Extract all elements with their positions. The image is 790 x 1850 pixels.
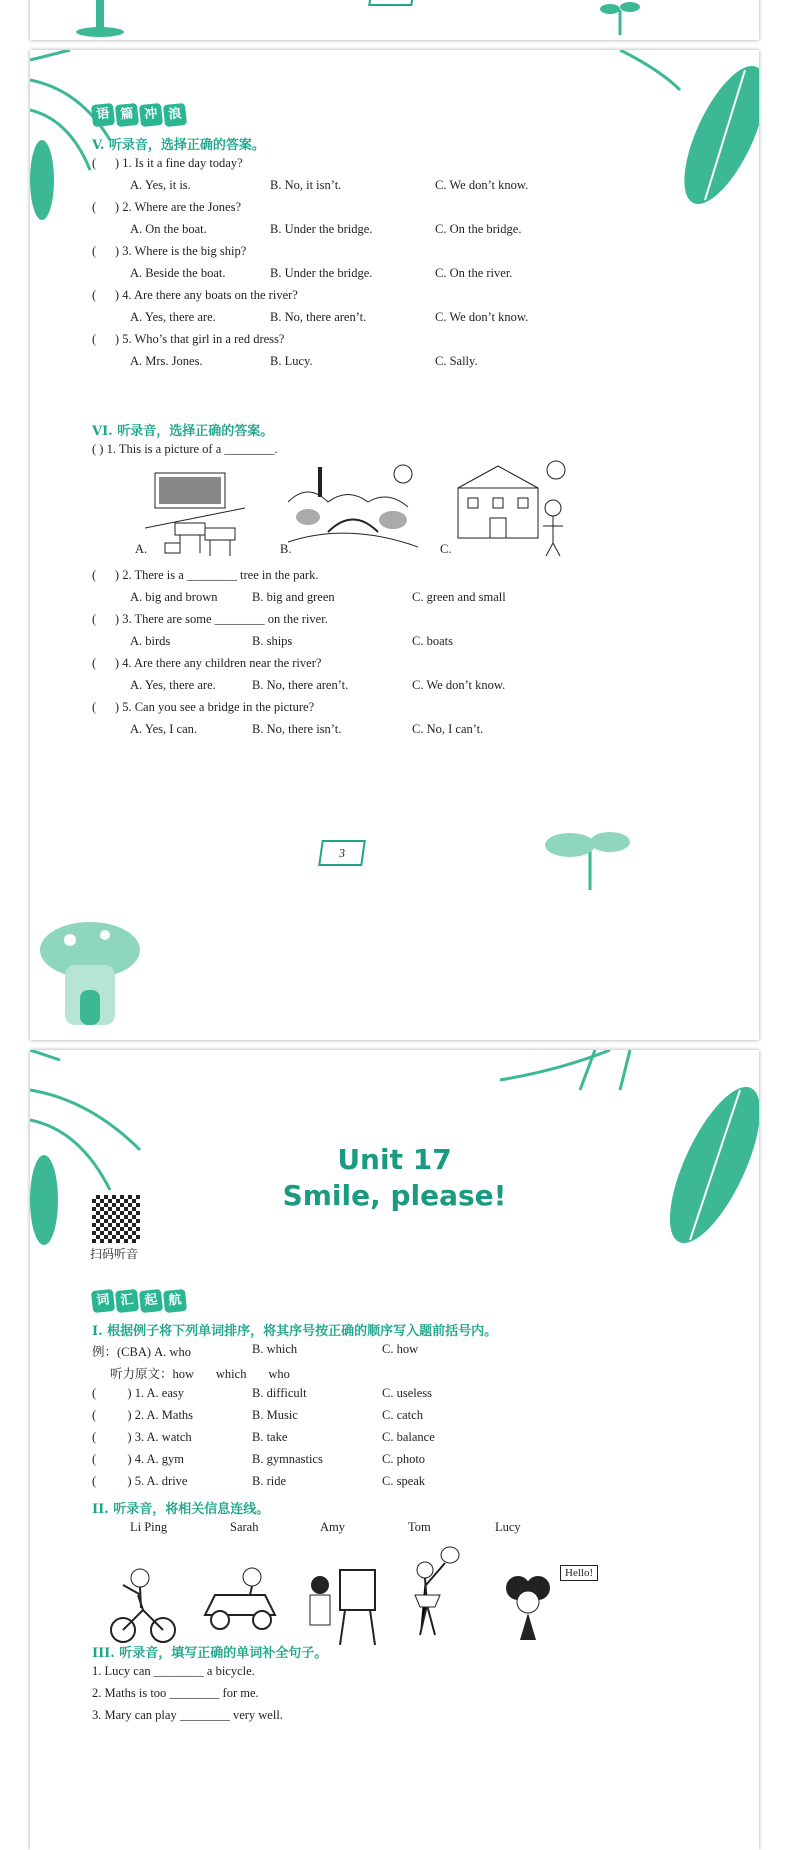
word-row: ( ) 4. A. gym bbox=[92, 1452, 185, 1466]
badge-char: 冲 bbox=[139, 103, 163, 127]
section-2-title: II. 听录音，将相关信息连线。 bbox=[92, 1502, 270, 1517]
badge-char: 汇 bbox=[115, 1289, 139, 1313]
page-number: 3 bbox=[318, 840, 366, 866]
cyclist-picture bbox=[108, 1560, 178, 1645]
previous-page-fragment bbox=[30, 0, 759, 40]
option-b: B. No, there isn’t. bbox=[252, 722, 342, 736]
page-3 bbox=[30, 50, 759, 1040]
pic-label-a: A. bbox=[135, 542, 148, 556]
option-a: A. birds bbox=[130, 634, 171, 648]
person-name: Li Ping bbox=[130, 1520, 168, 1534]
sprout-decoration bbox=[590, 0, 650, 35]
example-transcript: 听力原文：how which who bbox=[110, 1367, 290, 1381]
question: ( ) 2. There is a ________ tree in the park. bbox=[92, 568, 319, 582]
option-b: B. Music bbox=[252, 1408, 298, 1422]
mushroom-decoration bbox=[70, 0, 130, 40]
badge-char: 浪 bbox=[163, 103, 187, 127]
option-b: B. big and green bbox=[252, 590, 335, 604]
badge-char: 起 bbox=[139, 1289, 163, 1313]
option-a: A. Beside the boat. bbox=[130, 266, 226, 280]
option-a: A. Mrs. Jones. bbox=[130, 354, 203, 368]
sentence: 1. Lucy can ________ a bicycle. bbox=[92, 1664, 255, 1678]
example-option-b: B. which bbox=[252, 1342, 298, 1356]
section-badge bbox=[92, 104, 186, 126]
option-c: C. On the river. bbox=[435, 266, 513, 280]
pic-label-b: B. bbox=[280, 542, 292, 556]
question: ( ) 3. Where is the big ship? bbox=[92, 244, 247, 258]
option-c: C. No, I can’t. bbox=[412, 722, 484, 736]
car-driver-picture bbox=[200, 1555, 280, 1640]
question: ( ) 4. Are there any children near the river? bbox=[92, 656, 322, 670]
question: ( ) 2. Where are the Jones? bbox=[92, 200, 242, 214]
mushroom-house-decoration bbox=[35, 910, 145, 1030]
option-c: C. balance bbox=[382, 1430, 435, 1444]
option-c: C. photo bbox=[382, 1452, 426, 1466]
option-b: B. ride bbox=[252, 1474, 287, 1488]
option-b: B. No, there aren’t. bbox=[252, 678, 349, 692]
word-row: ( ) 5. A. drive bbox=[92, 1474, 188, 1488]
option-c: C. Sally. bbox=[435, 354, 478, 368]
badge-char: 语 bbox=[91, 103, 115, 127]
word-row: ( ) 2. A. Maths bbox=[92, 1408, 194, 1422]
page-4 bbox=[30, 1050, 759, 1850]
option-c: C. On the bridge. bbox=[435, 222, 522, 236]
section-5-title: V. 听录音，选择正确的答案。 bbox=[92, 138, 265, 153]
sprout-decoration bbox=[530, 820, 630, 890]
badminton-player-picture bbox=[400, 1545, 470, 1640]
option-b: B. No, it isn’t. bbox=[270, 178, 342, 192]
leaf-decoration-right bbox=[620, 50, 759, 230]
option-a: A. big and brown bbox=[130, 590, 218, 604]
word-row: ( ) 1. A. easy bbox=[92, 1386, 184, 1400]
option-c: C. catch bbox=[382, 1408, 423, 1422]
badge-char: 篇 bbox=[115, 103, 139, 127]
question: ( ) 5. Who’s that girl in a red dress? bbox=[92, 332, 285, 346]
painter-picture bbox=[305, 1560, 380, 1645]
option-b: B. difficult bbox=[252, 1386, 307, 1400]
option-c: C. green and small bbox=[412, 590, 506, 604]
option-c: C. We don’t know. bbox=[412, 678, 506, 692]
girl-saying-hello-picture bbox=[500, 1560, 560, 1645]
badge-char: 词 bbox=[91, 1289, 115, 1313]
option-b: B. Lucy. bbox=[270, 354, 313, 368]
option-b: B. ships bbox=[252, 634, 293, 648]
option-c: C. useless bbox=[382, 1386, 432, 1400]
option-a: A. On the boat. bbox=[130, 222, 207, 236]
unit-number: Unit 17 bbox=[337, 1143, 452, 1176]
qr-caption: 扫码听音 bbox=[90, 1247, 139, 1261]
option-b: B. gymnastics bbox=[252, 1452, 323, 1466]
unit-title: Smile, please! bbox=[282, 1179, 507, 1212]
person-name: Sarah bbox=[230, 1520, 259, 1534]
question: ( ) 5. Can you see a bridge in the picture? bbox=[92, 700, 315, 714]
example-option-c: C. how bbox=[382, 1342, 419, 1356]
sentence: 3. Mary can play ________ very well. bbox=[92, 1708, 283, 1722]
option-b: B. Under the bridge. bbox=[270, 266, 373, 280]
school-picture bbox=[448, 458, 578, 558]
page-number bbox=[368, 0, 416, 6]
option-c: C. We don’t know. bbox=[435, 178, 529, 192]
classroom-picture bbox=[145, 468, 245, 558]
option-c: C. We don’t know. bbox=[435, 310, 529, 324]
sentence: 2. Maths is too ________ for me. bbox=[92, 1686, 259, 1700]
section-6-title: VI. 听录音，选择正确的答案。 bbox=[92, 424, 274, 439]
park-picture bbox=[288, 462, 418, 558]
option-a: A. Yes, I can. bbox=[130, 722, 198, 736]
qr-code[interactable] bbox=[92, 1195, 140, 1243]
question: ( ) 4. Are there any boats on the river? bbox=[92, 288, 298, 302]
example-question: 例：(CBA) A. who bbox=[92, 1345, 191, 1359]
person-name: Tom bbox=[408, 1520, 431, 1534]
person-name: Amy bbox=[320, 1520, 345, 1534]
question: ( ) 3. There are some ________ on the river. bbox=[92, 612, 328, 626]
option-b: B. No, there aren’t. bbox=[270, 310, 367, 324]
speech-bubble: Hello! bbox=[560, 1565, 598, 1581]
question-6-1: ( ) 1. This is a picture of a ________. bbox=[92, 442, 278, 456]
section-badge bbox=[92, 1290, 186, 1312]
pic-label-c: C. bbox=[440, 542, 452, 556]
option-c: C. speak bbox=[382, 1474, 426, 1488]
section-3-title: III. 听录音，填写正确的单词补全句子。 bbox=[92, 1646, 328, 1661]
section-1-title: I. 根据例子将下列单词排序，将其序号按正确的顺序写入题前括号内。 bbox=[92, 1324, 498, 1339]
question: ( ) 1. Is it a fine day today? bbox=[92, 156, 243, 170]
option-a: A. Yes, it is. bbox=[130, 178, 191, 192]
option-a: A. Yes, there are. bbox=[130, 310, 216, 324]
option-b: B. Under the bridge. bbox=[270, 222, 373, 236]
option-a: A. Yes, there are. bbox=[130, 678, 216, 692]
word-row: ( ) 3. A. watch bbox=[92, 1430, 192, 1444]
option-b: B. take bbox=[252, 1430, 288, 1444]
option-c: C. boats bbox=[412, 634, 453, 648]
person-name: Lucy bbox=[495, 1520, 521, 1534]
badge-char: 航 bbox=[163, 1289, 187, 1313]
